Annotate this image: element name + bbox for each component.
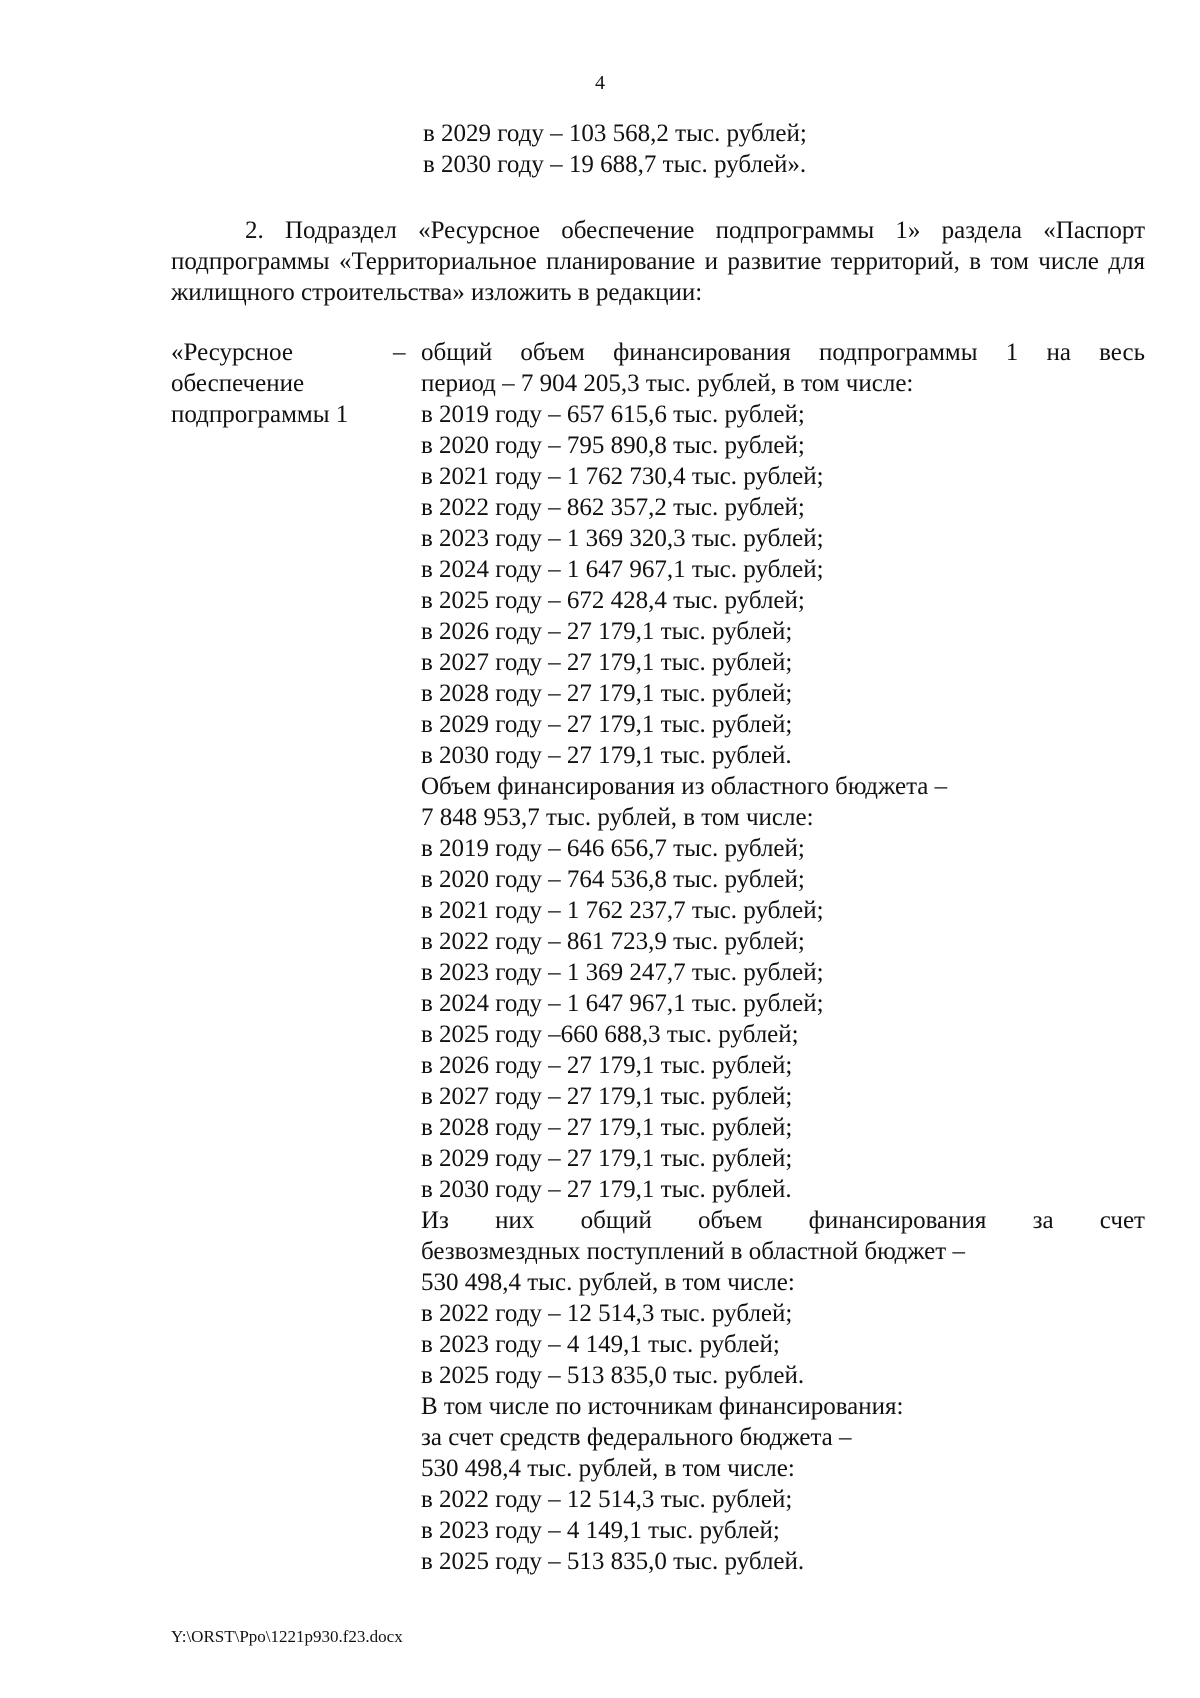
- content-line: в 2024 году – 1 647 967,1 тыс. рублей;: [421, 556, 824, 583]
- content-line: в 2028 году – 27 179,1 тыс. рублей;: [421, 1114, 793, 1141]
- content-line: в 2020 году – 764 536,8 тыс. рублей;: [421, 866, 805, 893]
- page-number: 4: [595, 72, 605, 94]
- intro-line: в 2029 году – 103 568,2 тыс. рублей;: [423, 120, 807, 147]
- content-line: в 2029 году – 27 179,1 тыс. рублей;: [421, 711, 793, 738]
- content-line: в 2019 году – 657 615,6 тыс. рублей;: [421, 401, 805, 428]
- content-line: в 2025 году – 672 428,4 тыс. рублей;: [421, 587, 805, 614]
- content-line: в 2026 году – 27 179,1 тыс. рублей;: [421, 1052, 793, 1079]
- content-line: в 2028 году – 27 179,1 тыс. рублей;: [421, 680, 793, 707]
- content-line: в 2023 году – 4 149,1 тыс. рублей;: [421, 1517, 780, 1544]
- content-line: в 2022 году – 12 514,3 тыс. рублей;: [421, 1300, 793, 1327]
- content-line: 530 498,4 тыс. рублей, в том числе:: [421, 1269, 795, 1296]
- amendment-paragraph: 2. Подраздел «Ресурсное обеспечение подпрограммы 1» раздела «Паспорт подпрограммы «Территориальное планирование и развитие территорий, в том числе для жилищного строительства» изложить в редакции:: [171, 217, 1145, 306]
- content-line: в 2023 году – 1 369 320,3 тыс. рублей;: [421, 525, 824, 552]
- content-line: 530 498,4 тыс. рублей, в том числе:: [421, 1455, 795, 1482]
- separator-dash: –: [393, 339, 406, 366]
- content-line: в 2029 году – 27 179,1 тыс. рублей;: [421, 1145, 793, 1172]
- content-line: в 2023 году – 1 369 247,7 тыс. рублей;: [421, 959, 824, 986]
- content-line: в 2021 году – 1 762 237,7 тыс. рублей;: [421, 897, 824, 924]
- content-line: в 2025 году – 513 835,0 тыс. рублей.: [421, 1548, 805, 1575]
- content-line: в 2022 году – 12 514,3 тыс. рублей;: [421, 1486, 793, 1513]
- content-line: в 2020 году – 795 890,8 тыс. рублей;: [421, 432, 805, 459]
- content-line: период – 7 904 205,3 тыс. рублей, в том числе:: [421, 370, 914, 397]
- content-line: общий объем финансирования подпрограммы 1 на весь: [421, 339, 1145, 366]
- content-line: в 2025 году –660 688,3 тыс. рублей;: [421, 1021, 799, 1048]
- content-line: в 2030 году – 27 179,1 тыс. рублей.: [421, 742, 792, 769]
- content-line: в 2021 году – 1 762 730,4 тыс. рублей;: [421, 463, 824, 490]
- resource-content: [421, 337, 1145, 1577]
- content-line: Объем финансирования из областного бюджета –: [421, 773, 948, 800]
- label-line: подпрограммы 1: [171, 401, 349, 428]
- content-line: в 2025 году – 513 835,0 тыс. рублей.: [421, 1362, 805, 1389]
- content-line: В том числе по источникам финансирования:: [421, 1393, 904, 1420]
- intro-lines: [423, 118, 807, 180]
- label-line: обеспечение: [171, 370, 305, 397]
- content-line: в 2027 году – 27 179,1 тыс. рублей;: [421, 1083, 793, 1110]
- content-line: за счет средств федерального бюджета –: [421, 1424, 852, 1451]
- intro-line: в 2030 году – 19 688,7 тыс. рублей».: [423, 151, 807, 178]
- content-line: в 2027 году – 27 179,1 тыс. рублей;: [421, 649, 793, 676]
- content-line: 7 848 953,7 тыс. рублей, в том числе:: [421, 804, 814, 831]
- content-line: безвозмездных поступлений в областной бюджет –: [421, 1238, 965, 1265]
- content-line: в 2022 году – 862 357,2 тыс. рублей;: [421, 494, 805, 521]
- content-line: в 2030 году – 27 179,1 тыс. рублей.: [421, 1176, 792, 1203]
- content-line: в 2026 году – 27 179,1 тыс. рублей;: [421, 618, 793, 645]
- file-path-footer: Y:\ORST\Ppo\1221p930.f23.docx: [171, 1627, 403, 1646]
- content-line: в 2019 году – 646 656,7 тыс. рублей;: [421, 835, 805, 862]
- content-line: в 2024 году – 1 647 967,1 тыс. рублей;: [421, 990, 824, 1017]
- label-line: «Ресурсное: [171, 339, 293, 366]
- content-line: в 2022 году – 861 723,9 тыс. рублей;: [421, 928, 805, 955]
- content-line: Из них общий объем финансирования за счет: [421, 1207, 1145, 1234]
- resource-label: [171, 337, 381, 430]
- content-line: в 2023 году – 4 149,1 тыс. рублей;: [421, 1331, 780, 1358]
